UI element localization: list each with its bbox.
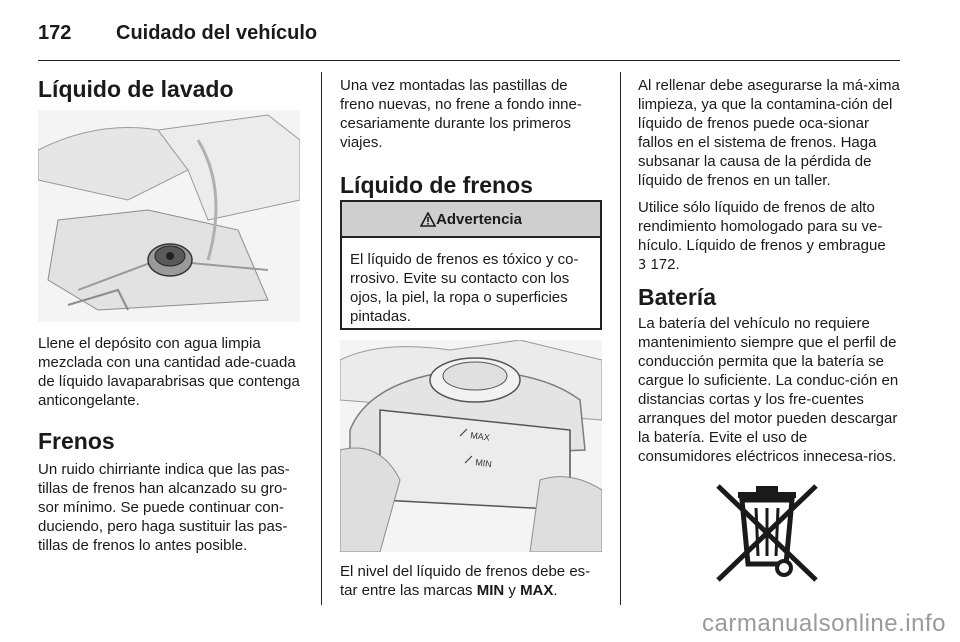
brake-pad-paragraph: Una vez montadas las pastillas de freno nuevas, no frene a fondo inne-cesariamente durante los primeros viajes. — [340, 77, 582, 151]
page-number: 172 — [38, 22, 72, 44]
min-label: MIN — [476, 582, 505, 599]
washer-reservoir-illustration — [38, 110, 300, 322]
battery-text — [638, 314, 904, 474]
brakes-paragraph: Un ruido chirriante indica que las pas-tillas de frenos han alcanzado su gro-sor mínimo. Se puede continuar con-duciendo, pero haga sustituir las pas-tillas de frenos lo antes posible. — [38, 461, 290, 554]
and-text: y — [504, 582, 521, 599]
section-title: Cuidado del vehículo — [116, 22, 318, 44]
warning-title: Advertencia — [436, 210, 522, 228]
brakes-text — [38, 460, 302, 563]
fluid-spec-text: Utilice sólo líquido de frenos de alto rendimiento homologado para su ve-hículo. Líquido de frenos y embrague — [638, 199, 886, 254]
washer-fluid-text — [38, 334, 302, 418]
washer-reservoir-drawing — [38, 110, 300, 322]
brake-fluid-reservoir-illustration — [340, 340, 602, 552]
column-divider-2 — [620, 72, 621, 605]
column-divider-1 — [321, 72, 322, 605]
level-text: El nivel del líquido de frenos debe es-tar entre las marcas — [340, 563, 591, 599]
heading-brake-fluid: Líquido de frenos — [340, 172, 533, 198]
heading-brakes: Frenos — [38, 428, 115, 454]
watermark: carmanualsonline.info — [702, 610, 946, 637]
heading-battery: Batería — [638, 284, 716, 310]
cross-reference-page: 172. — [646, 256, 680, 273]
reservoir-max-mark: MAX — [469, 430, 491, 443]
max-label: MAX — [520, 582, 554, 599]
warning-box — [340, 200, 602, 330]
cross-reference-icon: 3 — [638, 258, 647, 273]
reservoir-min-mark: MIN — [474, 457, 493, 470]
washer-fluid-paragraph: Llene el depósito con agua limpia mezclada con una cantidad ade-cuada de líquido lavaparabrisas que contenga anticongelante. — [38, 335, 300, 409]
brake-fluid-reservoir-drawing — [340, 340, 602, 552]
crossed-bin-drawing — [712, 480, 822, 584]
warning-header — [342, 202, 600, 238]
period-text: . — [553, 582, 558, 599]
crossed-bin-icon — [712, 480, 822, 584]
warning-text: El líquido de frenos es tóxico y co-rrosivo. Evite su contacto con los ojos, la piel, la ropa o superficies pintadas. — [350, 251, 579, 325]
fluid-spec-paragraph — [638, 198, 904, 275]
brake-pad-text — [340, 76, 604, 160]
heading-washer-fluid: Líquido de lavado — [38, 76, 234, 102]
refill-paragraph: Al rellenar debe asegurarse la má-xima limpieza, ya que la contamina-ción del líquido de frenos puede oca-sionar fallos en el sistema de frenos. Haga subsanar la causa de la pérdida de líquido de frenos en un taller. — [638, 77, 900, 189]
header-rule — [38, 60, 900, 61]
refill-text — [638, 76, 904, 283]
brake-fluid-level-text — [340, 562, 604, 608]
warning-triangle-icon — [420, 212, 436, 227]
battery-paragraph: La batería del vehículo no requiere mantenimiento siempre que el perfil de conducción permita que la batería se cargue lo suficiente. La conduc-ción en distancias cortas y los fre-cuentes arranques del motor pueden descargar la batería. Evite el uso de consumidores eléctricos innecesa-rios. — [638, 315, 899, 465]
brake-fluid-level-paragraph — [340, 562, 604, 600]
